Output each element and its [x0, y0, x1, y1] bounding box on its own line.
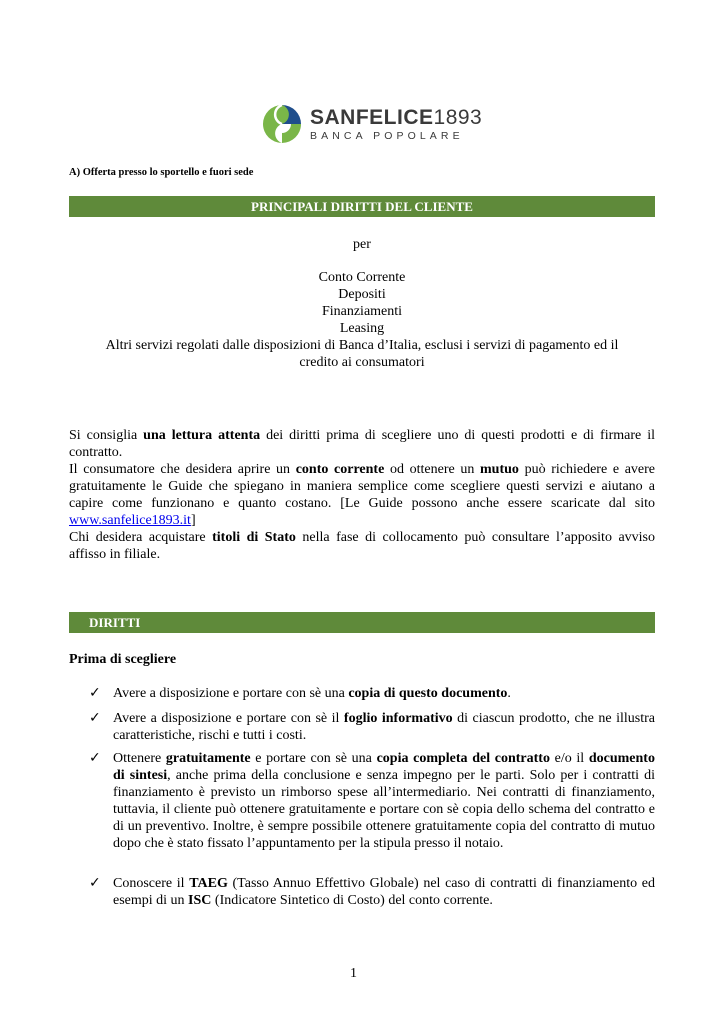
checkmark-icon: ✓ [89, 750, 101, 766]
logo-brand: SANFELICE1893 [310, 105, 483, 129]
list-item-text: Ottenere gratuitamente e portare con sè una copia completa del contratto e/o il documento di sintesi, anche prima della conclusione e senza impegno per le parti. Solo per i contratti di finanziamento è previsto un rimborso spese all’intermediario. Nei contratti di finanziamento, tuttavia, il cliente può ottenere gratuitamente e portare con sè copia dello schema del contratto e di un preventivo. Inoltre, è sempre possibile ottenere gratuitamente copia del contratto di mutuo dopo che è stato fissato l’appuntamento per la stipula presso il notaio. [113, 751, 655, 851]
intro-item-conto-corrente: Conto Corrente [318, 270, 406, 285]
paragraph-guide: Il consumatore che desidera aprire un conto corrente od ottenere un mutuo può richiedere e avere gratuitamente le Guide che spiegano in maniera semplice come scegliere questi servizi e aiutano a capire come funzionano e quanto costano. [Le Guide possono anche essere scaricate dal sito www.sanfelice1893.it] [69, 462, 656, 528]
sanfelice-website-link[interactable]: www.sanfelice1893.it [69, 513, 191, 528]
intro-item-altri-servizi: Altri servizi regolati dalle disposizioni di Banca d’Italia, esclusi i servizi di pagamento ed il [105, 338, 619, 353]
list-item-text: Avere a disposizione e portare con sè una copia di questo documento. [113, 686, 511, 701]
list-item-text: Conoscere il TAEG (Tasso Annuo Effettivo Globale) nel caso di contratti di finanziamento ed esempi di un ISC (Indicatore Sintetico di Costo) del conto corrente. [113, 876, 655, 908]
checkmark-icon: ✓ [89, 685, 101, 701]
list-item-text: Avere a disposizione e portare con sè il foglio informativo di ciascun prodotto, che ne illustra caratteristiche, rischi e tutti i costi. [113, 711, 655, 743]
paragraph-lettura: Si consiglia una lettura attenta dei diritti prima di scegliere uno di questi prodotti e di firmare il contratto. [69, 428, 655, 460]
sanfelice-emblem-icon [262, 104, 302, 144]
intro-item-leasing: Leasing [339, 321, 385, 336]
logo-tagline: BANCA POPOLARE [310, 129, 464, 142]
section-bar-principali-diritti: PRINCIPALI DIRITTI DEL CLIENTE [69, 196, 655, 217]
intro-per: per [353, 237, 371, 252]
intro-item-credito: credito ai consumatori [299, 355, 425, 370]
subheading-prima-di-scegliere: Prima di scegliere [69, 652, 177, 667]
section-heading-a: A) Offerta presso lo sportello e fuori sede [69, 167, 254, 178]
paragraph-titoli: Chi desidera acquistare titoli di Stato nella fase di collocamento può consultare l’apposito avviso affisso in filiale. [69, 530, 655, 562]
intro-item-finanziamenti: Finanziamenti [321, 304, 403, 319]
checkmark-icon: ✓ [89, 710, 101, 726]
bank-logo [262, 101, 483, 147]
section-bar-diritti: DIRITTI [69, 612, 655, 633]
page-number: 1 [350, 966, 357, 981]
checkmark-icon: ✓ [89, 875, 101, 891]
logo-year: 1893 [433, 105, 483, 129]
intro-item-depositi: Depositi [338, 287, 386, 302]
